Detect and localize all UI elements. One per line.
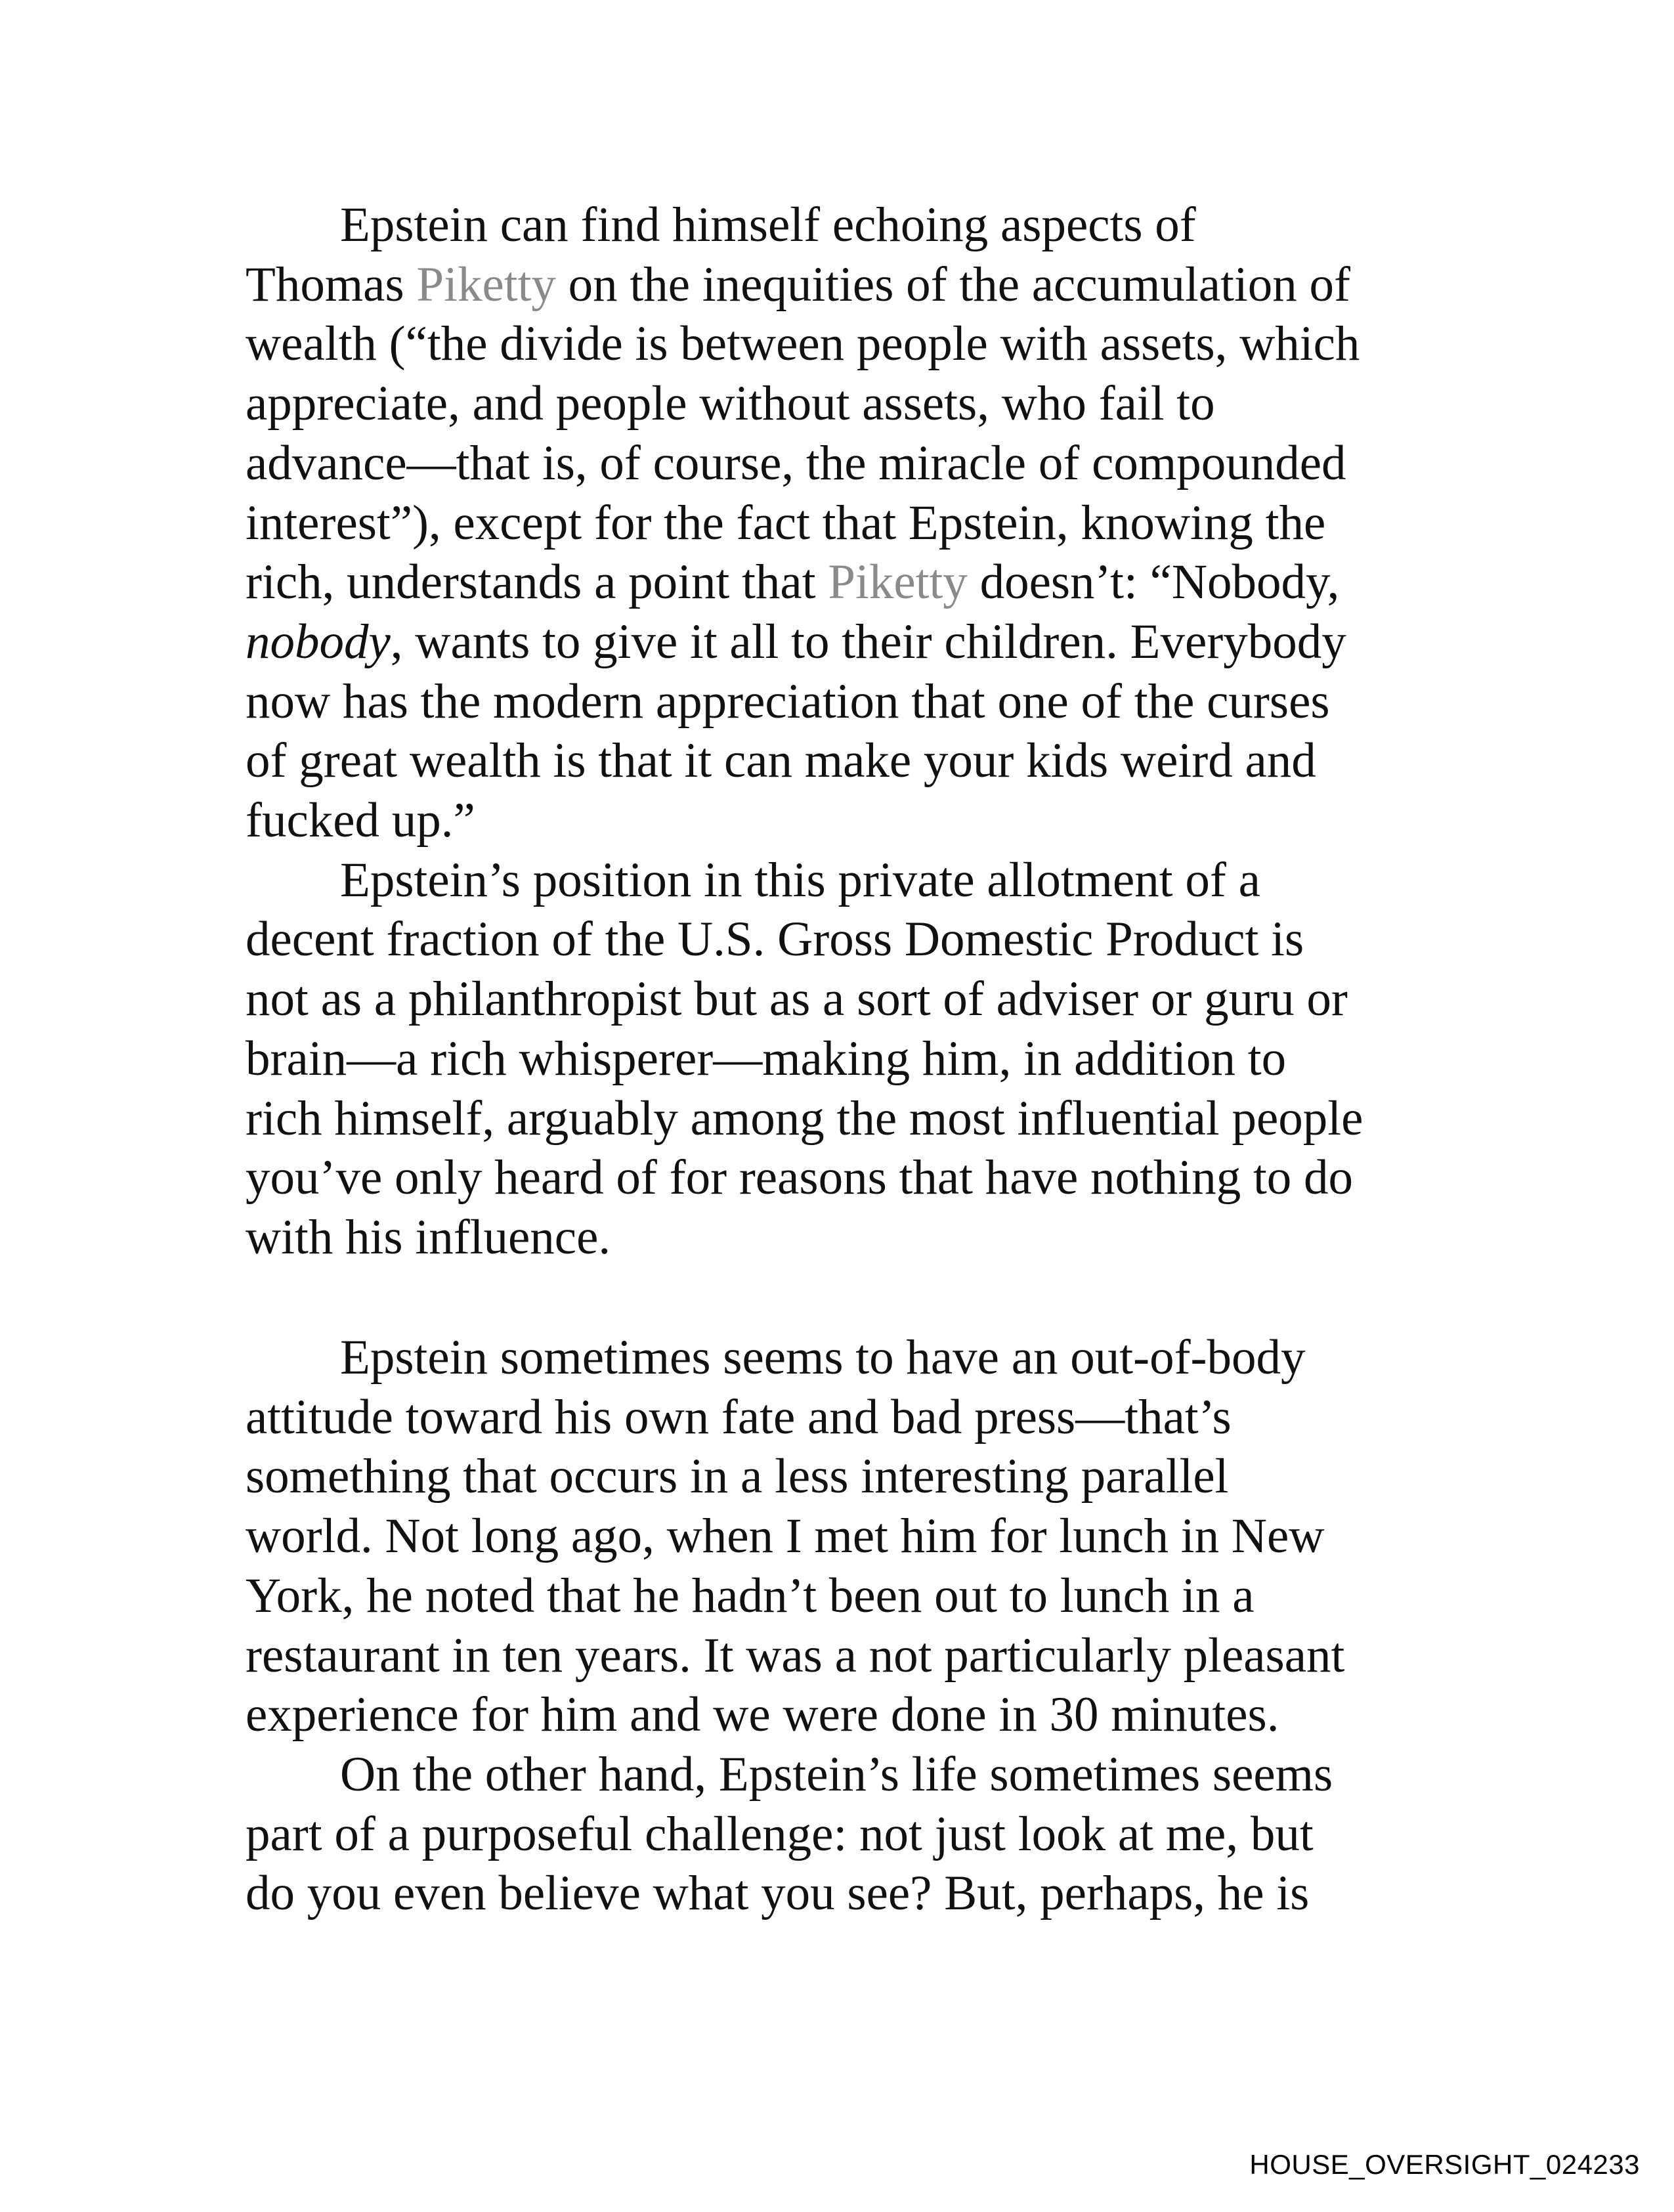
text-line: do you even believe what you see? But, perhaps, he is	[246, 1866, 1310, 1921]
text-line: rich, understands a point that Piketty doesn’t: “Nobody,	[246, 555, 1340, 610]
highlighted-name: Piketty	[416, 257, 556, 312]
text-line: wealth (“the divide is between people with assets, which	[246, 316, 1360, 372]
text-line: of great wealth is that it can make your kids weird and	[246, 733, 1316, 789]
paragraph	[246, 196, 1427, 851]
text-line: part of a purposeful challenge: not just look at me, but	[246, 1806, 1314, 1861]
text-line: appreciate, and people without assets, who fail to	[246, 376, 1215, 431]
text-line: attitude toward his own fate and bad press—that’s	[246, 1389, 1232, 1444]
text-line: York, he noted that he hadn’t been out to lunch in a	[246, 1568, 1255, 1623]
paragraph	[246, 1745, 1427, 1924]
paragraph	[246, 851, 1427, 1268]
text-line: On the other hand, Epstein’s life sometimes seems	[340, 1746, 1333, 1802]
text-line: fucked up.”	[246, 793, 475, 848]
text-line: Epstein’s position in this private allotment of a	[340, 852, 1260, 907]
text-line: Epstein sometimes seems to have an out-of-body	[340, 1330, 1306, 1385]
bates-number: HOUSE_OVERSIGHT_024233	[1249, 2149, 1640, 2180]
text-line: you’ve only heard of for reasons that have nothing to do	[246, 1150, 1354, 1205]
text-line: rich himself, arguably among the most influential people	[246, 1091, 1363, 1146]
section-2	[246, 1328, 1427, 1924]
text-line: Epstein can find himself echoing aspects of	[340, 198, 1196, 252]
text-line: something that occurs in a less interesting parallel	[246, 1449, 1229, 1504]
emphasis: nobody	[246, 614, 391, 669]
paragraph	[246, 1328, 1427, 1745]
text-line: now has the modern appreciation that one of the curses	[246, 674, 1330, 729]
text-line: advance—that is, of course, the miracle of compounded	[246, 435, 1346, 490]
text-line: with his influence.	[246, 1209, 611, 1265]
section-1	[246, 196, 1427, 1268]
highlighted-name: Piketty	[828, 555, 968, 610]
text-line: world. Not long ago, when I met him for lunch in New	[246, 1509, 1325, 1564]
text-line: brain—a rich whisperer—making him, in addition to	[246, 1031, 1287, 1086]
text-line: experience for him and we were done in 30 minutes.	[246, 1687, 1279, 1743]
text-line: not as a philanthropist but as a sort of adviser or guru or	[246, 972, 1348, 1027]
text-line: decent fraction of the U.S. Gross Domestic Product is	[246, 912, 1304, 967]
text-line: Thomas Piketty on the inequities of the accumulation of	[246, 257, 1350, 312]
text-line: nobody, wants to give it all to their children. Everybody	[246, 614, 1346, 669]
text-line: restaurant in ten years. It was a not particularly pleasant	[246, 1628, 1345, 1683]
text-line: interest”), except for the fact that Epstein, knowing the	[246, 495, 1326, 550]
